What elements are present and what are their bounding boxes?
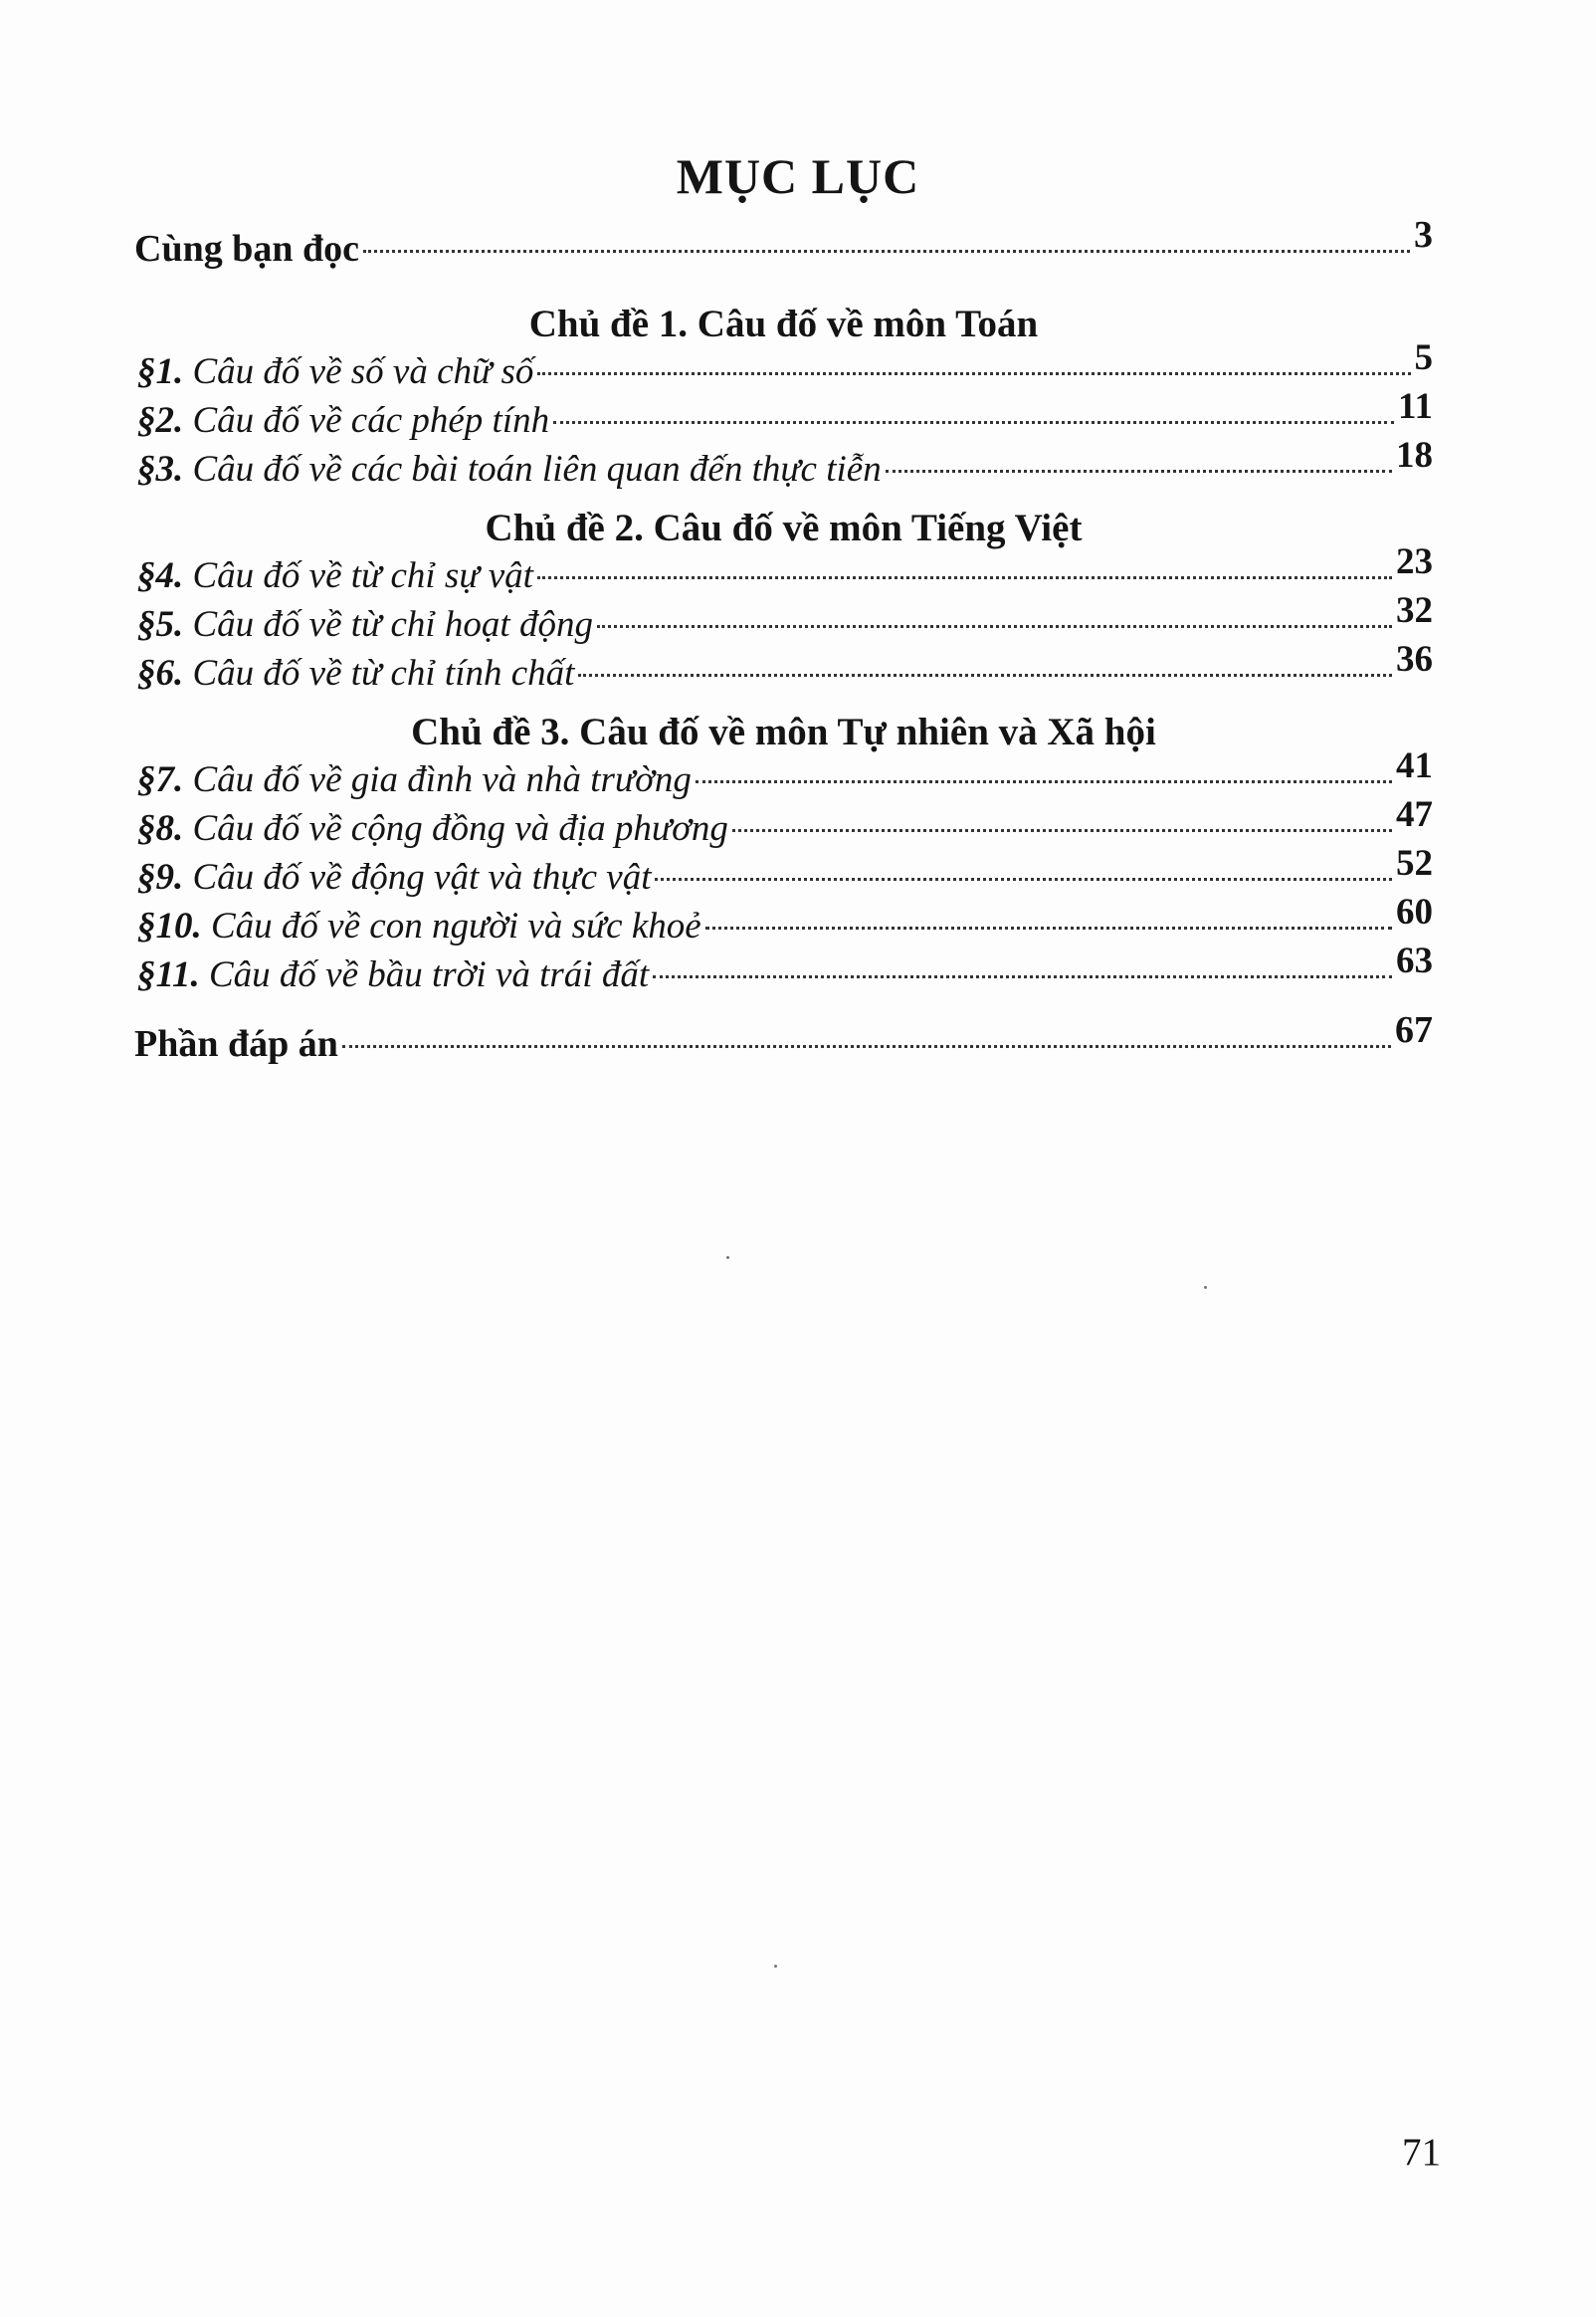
table-of-contents [134, 214, 1433, 1071]
toc-entry-label [134, 350, 533, 393]
toc-entry-section-7[interactable] [134, 745, 1433, 807]
section-title: Câu đố về cộng đồng và địa phương [192, 808, 728, 849]
toc-entry-page: 60 [1396, 892, 1433, 933]
toc-entry-page: 11 [1398, 386, 1433, 427]
toc-entry-section-4[interactable] [134, 541, 1433, 603]
section-number: §9. [137, 857, 184, 898]
toc-entry-page: 32 [1396, 590, 1433, 631]
dot-leader [653, 975, 1392, 978]
section-number: §8. [137, 808, 184, 849]
toc-entry-section-10[interactable] [134, 892, 1433, 953]
toc-entry-label: Cùng bạn đọc [134, 228, 359, 270]
toc-entry-label [134, 448, 882, 491]
toc-entry-intro[interactable] [134, 214, 1433, 299]
dot-leader [597, 625, 1392, 628]
scan-speck [726, 1256, 729, 1259]
scan-speck [1204, 1286, 1207, 1289]
section-number: §5. [137, 604, 184, 645]
scan-speck [774, 1965, 777, 1968]
section-title: Câu đố về từ chỉ sự vật [192, 555, 533, 596]
dot-leader [578, 674, 1392, 677]
page-title: MỤC LỤC [676, 148, 920, 204]
toc-entry-page: 67 [1395, 1009, 1433, 1051]
section-number: §1. [137, 351, 184, 392]
toc-entry-page: 63 [1396, 941, 1433, 981]
section-title: Câu đố về từ chỉ hoạt động [192, 604, 593, 645]
toc-entry-label [134, 652, 574, 695]
toc-entry-section-5[interactable] [134, 590, 1433, 652]
toc-entry-section-8[interactable] [134, 794, 1433, 856]
chapter-heading-1: Chủ đề 1. Câu đố về môn Toán [528, 303, 1039, 345]
section-title: Câu đố về số và chữ số [192, 351, 534, 392]
toc-entry-page: 47 [1396, 794, 1433, 835]
page-number: 71 [1402, 2131, 1441, 2174]
dot-leader [342, 1045, 1391, 1048]
section-number: §4. [137, 555, 184, 596]
section-number: §6. [137, 653, 184, 694]
toc-entry-section-11[interactable] [134, 941, 1433, 1002]
toc-entry-page: 18 [1396, 435, 1433, 476]
toc-entry-section-6[interactable] [134, 639, 1433, 701]
section-number: §11. [137, 954, 200, 995]
section-title: Câu đố về gia đình và nhà trường [192, 759, 692, 800]
toc-entry-label [134, 905, 701, 948]
dot-leader [886, 470, 1392, 473]
toc-entry-label [134, 603, 593, 646]
toc-entry-page: 52 [1396, 843, 1433, 884]
toc-entry-section-3[interactable] [134, 435, 1433, 497]
toc-entry-label [134, 953, 649, 996]
toc-entry-page: 36 [1396, 639, 1433, 680]
toc-entry-label [134, 554, 533, 597]
section-number: §3. [137, 449, 184, 490]
toc-entry-label: Phần đáp án [134, 1023, 338, 1065]
toc-entry-label [134, 758, 692, 801]
section-title: Câu đố về từ chỉ tính chất [192, 653, 575, 694]
toc-entry-page: 41 [1396, 745, 1433, 786]
toc-entry-label [134, 856, 651, 899]
dot-leader [732, 829, 1392, 832]
section-number: §7. [137, 759, 184, 800]
dot-leader [537, 576, 1392, 579]
chapter-heading-2: Chủ đề 2. Câu đố về môn Tiếng Việt [485, 507, 1083, 549]
section-title: Câu đố về các phép tính [192, 400, 550, 441]
toc-entry-label [134, 399, 549, 442]
section-title: Câu đố về động vật và thực vật [192, 857, 652, 898]
toc-entry-label [134, 807, 728, 850]
section-number: §2. [137, 400, 184, 441]
toc-entry-page: 23 [1396, 541, 1433, 582]
section-title: Câu đố về con người và sức khoẻ [211, 906, 701, 947]
dot-leader [696, 780, 1392, 783]
chapter-heading-3: Chủ đề 3. Câu đố về môn Tự nhiên và Xã hội [411, 711, 1156, 753]
dot-leader [553, 421, 1394, 424]
toc-entry-page: 3 [1414, 214, 1433, 256]
toc-entry-section-1[interactable] [134, 337, 1433, 399]
toc-entry-answers[interactable] [134, 1009, 1433, 1071]
section-title: Câu đố về các bài toán liên quan đến thực tiễn [192, 449, 882, 490]
dot-leader [655, 878, 1392, 881]
toc-entry-section-2[interactable] [134, 386, 1433, 448]
section-number: §10. [137, 906, 202, 947]
dot-leader [537, 372, 1410, 375]
dot-leader [705, 927, 1392, 930]
toc-entry-page: 5 [1414, 337, 1433, 378]
toc-entry-section-9[interactable] [134, 843, 1433, 905]
dot-leader [363, 250, 1410, 253]
section-title: Câu đố về bầu trời và trái đất [208, 954, 650, 995]
